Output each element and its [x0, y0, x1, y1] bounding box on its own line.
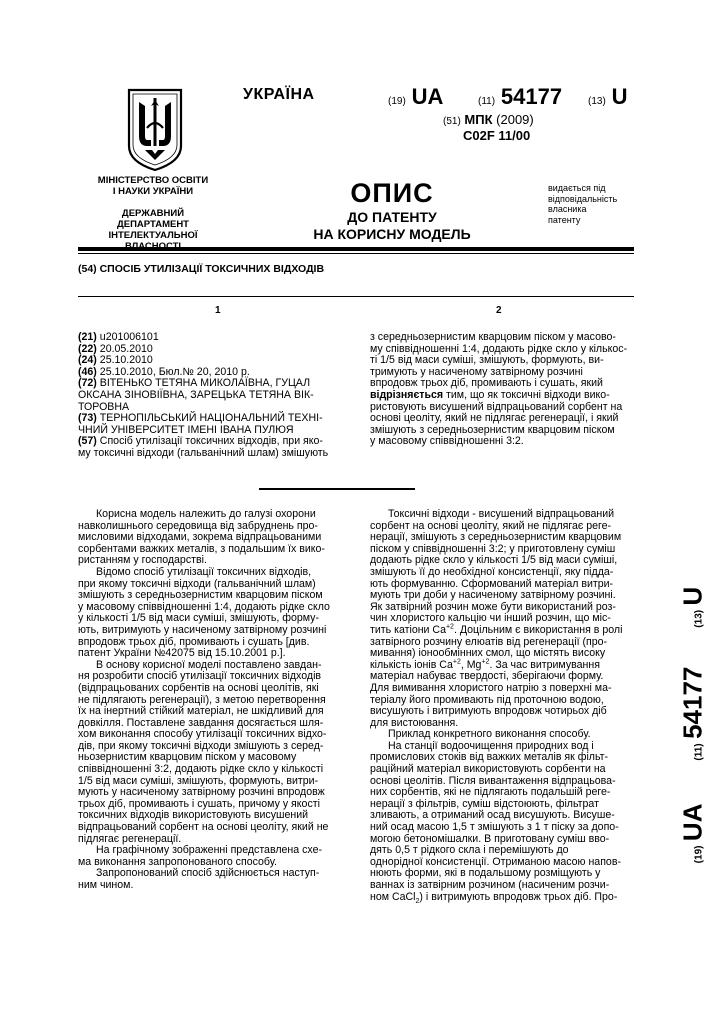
paragraph-line: Приклад конкретного виконання способу. — [388, 728, 591, 741]
paragraph-line: На графічному зображенні представлена схе- — [96, 844, 322, 857]
body-left-column — [78, 509, 337, 892]
paragraph-line: Як затвірний розчин може бути використаний роз- — [370, 600, 616, 613]
responsibility-note — [548, 183, 668, 225]
paragraph-line: ють формуванню. Сформований матеріал витри- — [370, 577, 614, 590]
ipc-label: МПК — [464, 112, 493, 127]
bibliographic-data — [78, 332, 348, 460]
paragraph-line: мисловими відходами, зокрема відпрацьованими — [78, 531, 322, 544]
characterizing-keyword: відрізняється — [370, 388, 444, 401]
inventors-line-1: ВІТЕНЬКО ТЕТЯНА МИКОЛАЇВНА, ГУЦАЛ — [99, 377, 311, 390]
claim-cont-line: змішують з середньозернистим кварцовим піском — [370, 423, 615, 436]
paragraph-line: На станції водоочищення природних вод і — [388, 739, 594, 752]
sidebar-inid-11: (11) — [693, 743, 705, 761]
inid-24: (24) — [78, 354, 97, 367]
note-line-3: власника — [548, 204, 587, 214]
paragraph-line: основі цеолітів. Після вивантаження відпрацьова- — [370, 774, 616, 787]
paragraph-line: патент України №42075 від 15.10.2001 р.]. — [78, 647, 286, 660]
paragraph-line: нерації, змішують з середньозернистим кварцовим — [370, 531, 622, 544]
department-line-1: ДЕРЖАВНИЙ ДЕПАРТАМЕНТ — [117, 208, 189, 230]
inid-73: (73) — [78, 412, 97, 425]
paragraph-line: затвірного розчину елюатів від регенерації (про- — [370, 635, 608, 648]
superscript: +2 — [481, 658, 490, 666]
paragraph-line: у кількості 1/5 від маси суміші, змішують, форму- — [78, 612, 319, 625]
paragraph-line: навколишнього середовища від забруднень про- — [78, 519, 318, 532]
inid-72: (72) — [78, 377, 97, 390]
paragraph-line: (відпрацьованих сорбентів на основі цеолітів, які — [78, 681, 319, 694]
owner-line-2: ЧНИЙ УНІВЕРСИТЕТ ІМЕНІ ІВАНА ПУЛЮЯ — [78, 423, 294, 436]
paragraph-line: Для вимивання хлористого натрію з поверхні ма- — [370, 681, 612, 694]
inid-21: (21) — [78, 331, 97, 343]
document-subtitle-2: НА КОРИСНУ МОДЕЛЬ — [313, 226, 471, 242]
filing-date: 20.05.2010 — [99, 342, 153, 355]
kind-code-block — [588, 84, 628, 110]
sidebar-inid-19: (19) — [693, 845, 705, 864]
paragraph-line: додають рідке скло у кількості 1/5 від маси суміші, — [370, 554, 618, 567]
claim-cont-line: з середньозернистим кварцовим піском у масово- — [370, 331, 616, 343]
note-line-4: патенту — [548, 214, 581, 225]
paragraph-line: ма виконання запропонованого способу. — [78, 855, 277, 868]
column-number-right: 2 — [496, 305, 502, 316]
claim-line-1: Спосіб утилізації токсичних відходів, при яко- — [99, 435, 323, 448]
paragraph-line: дів, при якому токсичні відходи змішують з серед- — [78, 739, 324, 752]
paragraph-line: нерації з фільтрів, суміш відстоюють, фільтрат — [370, 797, 599, 810]
text-run: . За час витримування — [489, 658, 600, 671]
superscript: +2 — [445, 623, 454, 631]
document-subtitle-1: ДО ПАТЕНТУ — [347, 209, 437, 225]
paragraph-line: Токсичні відходи - висушений відпрацьований — [388, 508, 615, 520]
title-rule — [78, 296, 634, 297]
claim-cont-line: у масовому співвідношенні 3:2. — [370, 435, 524, 448]
claim-cont-line: ті 1/5 від маси суміші, змішують, формують, ви- — [370, 354, 604, 367]
paragraph-line: токсичних відходів використовують висушений — [78, 809, 309, 822]
subscript: 2 — [415, 897, 420, 905]
sidebar-patent-number: 54177 — [677, 666, 708, 739]
application-number: u201006101 — [99, 331, 159, 343]
paragraph-line: підлягає регенерації. — [78, 832, 182, 845]
paragraph-line: теріалу його промивають під проточною водою, — [370, 693, 604, 706]
paragraph-line: трьох діб, промивають і сушать, причому у якості — [78, 797, 320, 810]
note-line-2: відповідальність — [548, 193, 618, 204]
claim-cont-line: основі цеоліту, який не підлягає регенерації, і який — [370, 412, 619, 425]
paragraph-line: однорідної консистенції. Отриманою масою напов- — [370, 855, 621, 868]
paragraph-line: висушують і витримують впродовж чотирьох діб — [370, 705, 607, 718]
claim-cont-line: ристовують висушений відпрацьований сорбент на — [370, 400, 623, 413]
paragraph-line: довкілля. Поставлене завдання досягається шля- — [78, 716, 324, 729]
paragraph-line: піском у співвідношенні 3:2; у приготовлену суміш — [370, 542, 616, 555]
country-name: УКРАЇНА — [243, 86, 315, 103]
invention-title: (54) СПОСІБ УТИЛІЗАЦІЇ ТОКСИЧНИХ ВІДХОДІВ — [78, 263, 325, 275]
paragraph-line: матеріал набуває твердості, зберігаючи форму. — [370, 670, 604, 683]
superscript: +2 — [452, 658, 461, 666]
rotated-patent-id — [668, 575, 718, 875]
patent-number-block — [478, 84, 562, 110]
text-run: . Доцільним є використання в ролі — [453, 623, 623, 636]
paragraph-line: для вистоювання. — [370, 716, 459, 729]
note-line-1: видається під — [548, 183, 606, 193]
publication-date: 25.10.2010, Бюл.№ 20, 2010 р. — [99, 365, 250, 378]
department-line-2: ІНТЕЛЕКТУАЛЬНОЇ — [108, 230, 198, 241]
paragraph-line: Корисна модель належить до галузі охорони — [96, 508, 316, 520]
paragraph-line: ньозернистим кварцовим піском у масовому — [78, 751, 297, 764]
ipc-year: (2009) — [496, 112, 534, 127]
ipc-class: C02F 11/00 — [463, 128, 531, 143]
ministry-block — [94, 175, 212, 197]
body-right-column — [370, 509, 632, 903]
claim-cont-line: впродовж трьох діб, промивають і сушать, який — [370, 377, 603, 390]
text-run: ) і витримують впродовж трьох діб. Про- — [419, 890, 618, 903]
owner-line-1: ТЕРНОПІЛЬСЬКИЙ НАЦІОНАЛЬНИЙ ТЕХНІ- — [99, 412, 323, 425]
paragraph-line: них сорбентів, які не підлягають подальшій реге- — [370, 786, 611, 799]
country-code: UA — [411, 84, 444, 109]
paragraph-line: хом виконання способу утилізації токсичних відхо- — [78, 728, 327, 741]
header-rule-thin — [78, 253, 634, 254]
claim-cont-line: тримують у насиченому затвірному розчині — [370, 365, 583, 378]
section-separator — [259, 488, 415, 490]
claim-continuation — [370, 332, 632, 448]
inid-46: (46) — [78, 365, 97, 378]
text-run: , Mg — [460, 658, 482, 671]
country-code-block — [388, 84, 443, 110]
text-run: тить катіони Ca — [370, 623, 446, 636]
paragraph-line: чин хлористого кальцію чи інший розчин, що міс- — [370, 612, 611, 625]
paragraph-line: мують у насиченому затвірному розчині впродовж — [78, 786, 325, 799]
paragraph-line: Запропонований спосіб здійснюється наступ- — [96, 867, 320, 880]
paragraph-line — [370, 892, 632, 904]
sidebar-inid-13: (13) — [693, 609, 705, 628]
department-block — [94, 208, 212, 252]
paragraph-line: мують три доби у насиченому затвірному розчині. — [370, 589, 616, 602]
paragraph-line: зливають, а отриманий осад висушують. Висуше- — [370, 809, 615, 822]
paragraph-line: Відомо спосіб утилізації токсичних відходів, — [96, 565, 312, 578]
paragraph-line: ня розробити спосіб утилізації токсичних відходів — [78, 670, 322, 683]
inid-11: (11) — [478, 96, 496, 107]
paragraph-line: нюють форми, які в подальшому розміщують у — [370, 867, 601, 880]
paragraph-line: відпрацьований сорбент на основі цеоліту, який не — [78, 821, 329, 834]
inventors-line-3: ТОРОВНА — [78, 400, 130, 413]
column-number-left: 1 — [215, 305, 221, 316]
sidebar-country-code: UA — [677, 803, 708, 842]
text-run: ном CaCl — [370, 890, 416, 903]
paragraph-line: співвідношенні 3:2, додають рідке скло у кількості — [78, 763, 324, 776]
document-title: ОПИС — [350, 178, 434, 208]
paragraph-line: ристанням у господарстві. — [78, 554, 207, 567]
paragraph-line: впродовж трьох діб, промивають і сушать [див. — [78, 635, 310, 648]
paragraph-line: промислових стоків від важких металів як фільт- — [370, 751, 609, 764]
kind-code: U — [611, 84, 628, 109]
patent-number: 54177 — [500, 84, 563, 109]
paragraph-line: сорбентами важких металів, з подальшим їх вико- — [78, 542, 325, 555]
paragraph-line: змішують її до необхідної консистенції, яку піддa- — [370, 565, 614, 578]
paragraph-line: ваннах із затвірним розчином (насиченим розчи- — [370, 879, 610, 891]
paragraph-line: ють, витримують у насиченому затвірному розчині — [78, 623, 327, 636]
paragraph-line: їх на інертний стійкий матеріал, не шкідливий для — [78, 705, 324, 718]
paragraph-line: у масовому співвідношенні 1:4, додають рідке скло — [78, 600, 330, 613]
paragraph-line: змішують з середньозернистим кварцовим піском — [78, 589, 323, 602]
inid-22: (22) — [78, 342, 97, 355]
claim-cont-line — [370, 390, 632, 402]
inid-13: (13) — [588, 96, 606, 107]
claim-cont-text: тим, що як токсичні відходи вико- — [443, 388, 610, 401]
header-rule-thick — [78, 247, 634, 251]
paragraph-line: В основу корисної моделі поставлено завдан- — [96, 658, 322, 671]
sidebar-kind-code: U — [677, 586, 708, 606]
paragraph-line — [370, 625, 632, 637]
paragraph-line: ним чином. — [78, 879, 134, 891]
inventors-line-2: ОКСАНА ЗІНОВІЇВНА, ЗАРЕЦЬКА ТЕТЯНА ВІК- — [78, 388, 314, 401]
paragraph-line: не підлягають регенерації), з метою перетворення — [78, 693, 326, 706]
ministry-line-2: І НАУКИ УКРАЇНИ — [112, 186, 194, 197]
coat-of-arms-logo — [127, 88, 183, 172]
paragraph-line: при якому токсичні відходи (гальванічний шлам) — [78, 577, 316, 590]
text-run: кількість іонів Ca — [370, 658, 453, 671]
ipc-line — [443, 112, 534, 127]
paragraph-line: ний осад масою 1,5 т змішують з 1 т піску за допо- — [370, 821, 619, 834]
claim-cont-line: му співвідношенні 1:4, додають рідке скло у кількос- — [370, 342, 628, 355]
ministry-line-1: МІНІСТЕРСТВО ОСВІТИ — [97, 175, 209, 186]
effective-date: 25.10.2010 — [99, 354, 153, 367]
inid-57: (57) — [78, 435, 97, 448]
inid-51: (51) — [443, 116, 461, 127]
claim-line-2: му токсичні відходи (гальванічний шлам) змішують — [78, 446, 329, 459]
inid-19: (19) — [388, 96, 406, 107]
paragraph-line: дять 0,5 т рідкого скла і перемішують до — [370, 844, 569, 857]
paragraph-line: 1/5 від маси суміші, змішують, формують, витри- — [78, 774, 319, 787]
paragraph-line: могою бетономішалки. В приготовану суміш вво- — [370, 832, 610, 845]
paragraph-line: мивання) іонообмінних смол, що містять високу — [370, 647, 606, 660]
paragraph-line: сорбент на основі цеоліту, який не підлягає реге- — [370, 519, 612, 532]
paragraph-line: раційний матеріал використовують сорбенти на — [370, 763, 606, 776]
